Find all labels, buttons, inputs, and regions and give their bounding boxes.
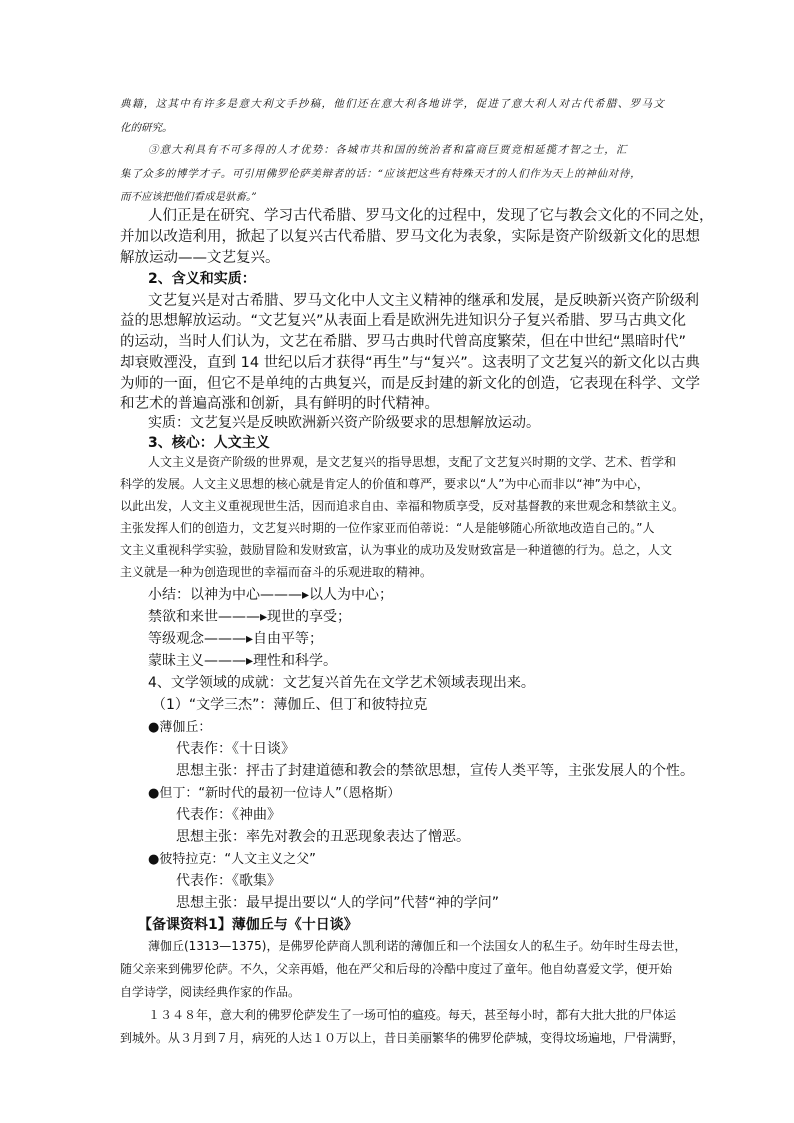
text-line: 集了众多的博学才子。可引用佛罗伦萨美辩者的话：“应该把这些有特殊天才的人们作为天上的神仙对待，: [120, 168, 642, 180]
text-line: 自学诗学，阅读经典作家的作品。: [120, 985, 301, 999]
summary-line: 禁欲和来世———▸现世的享受；: [148, 609, 352, 625]
text-line: 的运动，当时人们认为，文艺在希腊、罗马古典时代曾高度繁荣，但在中世纪“黑暗时代”: [120, 334, 687, 350]
text-line: 人文主义是资产阶级的世界观，是文艺复兴的指导思想，支配了文艺复兴时期的文学、艺术、哲学和: [148, 455, 677, 469]
text-line: 代表作：《神曲》: [176, 807, 281, 823]
summary-line: 蒙昧主义———▸理性和科学。: [148, 653, 338, 669]
section-heading: 2、含义和实质：: [148, 271, 256, 287]
text-line: 主义就是一种为创造现世的幸福而奋斗的乐观进取的精神。: [120, 565, 433, 579]
text-line: 解放运动——文艺复兴。: [120, 250, 280, 266]
text-line: 文主义重视科学实验，鼓励冒险和发财致富，认为事业的成功及发财致富是一种道德的行为。总之，人文: [120, 543, 673, 557]
subheading: （1）“文学三杰”：薄伽丘、但丁和彼特拉克: [152, 697, 428, 713]
text-line: 却衰败湮没，直到 14 世纪以后才获得“再生”与“复兴”。这表明了文艺复兴的新文化以古典: [120, 355, 700, 371]
text-line: ③意大利具有不可多得的人才优势：各城市共和国的统治者和富商巨贾竞相延揽才智之士，汇: [148, 144, 628, 156]
text-line: １３４８年，意大利的佛罗伦萨发生了一场可怕的瘟疫。每天，甚至每小时，都有大批大批的尸体运: [148, 1008, 677, 1022]
text-line: 并加以改造利用，掀起了以复兴古代希腊、罗马文化为表象，实际是资产阶级新文化的思想: [120, 229, 700, 245]
summary-line: 等级观念———▸自由平等；: [148, 631, 324, 647]
bullet-item: ●但丁：“新时代的最初一位诗人”（恩格斯）: [148, 786, 401, 801]
bullet-item: ●彼特拉克：“人文主义之父”: [148, 852, 316, 867]
text-line: 随父亲来到佛罗伦萨。不久，父亲再婚，他在严父和后母的冷酷中度过了童年。他自幼喜爱文学，便开始: [120, 962, 673, 976]
text-line: 以此出发，人文主义重视现世生活，因而追求自由、幸福和物质享受，反对基督教的来世观念和禁欲主义。: [120, 499, 685, 513]
text-line: 思想主张：抨击了封建道德和教会的禁欲思想，宣传人类平等，主张发展人的个性。: [176, 763, 694, 779]
text-line: 典籍，这其中有许多是意大利文手抄稿，他们还在意大利各地讲学，促进了意大利人对古代希腊、罗马文: [120, 98, 666, 110]
text-line: 为师的一面，但它不是单纯的古典复兴，而是反封建的新文化的创造，它表现在科学、文学: [120, 376, 700, 392]
text-line: 文艺复兴是对古希腊、罗马文化中人文主义精神的继承和发展，是反映新兴资产阶级利: [148, 293, 699, 309]
text-line: 而不应该把他们看成是驮畜。”: [120, 191, 257, 203]
text-line: 实质：文艺复兴是反映欧洲新兴资产阶级要求的思想解放运动。: [148, 415, 540, 431]
text-line: 益的思想解放运动。“文艺复兴”从表面上看是欧洲先进知识分子复兴希腊、罗马古典文化: [120, 313, 687, 329]
text-line: 和艺术的普遍高涨和创新，具有鲜明的时代精神。: [120, 396, 439, 412]
section-heading: 4、文学领域的成就：文艺复兴首先在文学艺术领域表现出来。: [148, 675, 535, 691]
section-heading: 3、核心：人文主义: [148, 435, 270, 451]
text-line: 思想主张：率先对教会的丑恶现象表达了憎恶。: [176, 829, 470, 845]
text-line: 人们正是在研究、学习古代希腊、罗马文化的过程中，发现了它与教会文化的不同之处，: [148, 208, 714, 224]
text-line: 思想主张：最早提出要以“人的学问”代替“神的学问”: [176, 895, 500, 911]
text-line: 代表作：《十日谈》: [176, 741, 295, 757]
text-line: 化的研究。: [120, 122, 173, 134]
text-line: 薄伽丘(1313—1375)，是佛罗伦萨商人凯利诺的薄伽丘和一个法国女人的私生子。幼年时生母去世，: [148, 939, 687, 953]
text-line: 到城外。从３月到７月，病死的人达１０万以上，昔日美丽繁华的佛罗伦萨城，变得坟场遍地，尸骨满野，: [120, 1031, 685, 1045]
summary-line: 小结：以神为中心———▸以人为中心；: [148, 587, 394, 603]
reference-heading: 【备课资料1】薄伽丘与《十日谈》: [138, 917, 358, 933]
text-line: 科学的发展。人文主义思想的核心就是肯定人的价值和尊严，要求以“人”为中心而非以“神”为中心，: [120, 477, 649, 491]
bullet-item: ●薄伽丘：: [148, 720, 212, 735]
text-line: 主张发挥人们的创造力，文艺复兴时期的一位作家亚而伯蒂说：“人是能够随心所欲地改造自己的。”人: [120, 521, 655, 535]
text-line: 代表作：《歌集》: [176, 873, 281, 889]
